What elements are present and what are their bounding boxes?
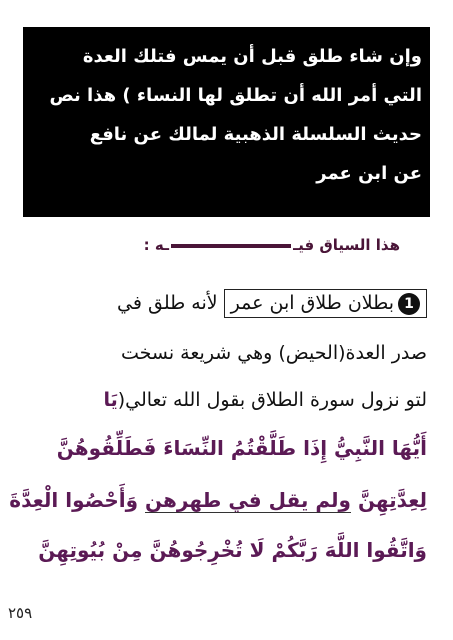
line3-plain: لتو نزول سورة الطلاق بقول الله تعالي( xyxy=(117,389,427,411)
body-line-1 xyxy=(117,289,427,318)
line3-quran-start: يَا xyxy=(103,389,118,411)
boxed-text: بطلان طلاق ابن عمر xyxy=(230,292,394,314)
body-line-3 xyxy=(103,389,427,411)
quote-line: التي أمر الله أن تطلق لها النساء ) هذا نص xyxy=(49,85,422,106)
quran-line-1: أَيُّهَا النَّبِيُّ إِذَا طَلَّقْتُمُ النِّسَاءَ فَطَلِّقُوهُنَّ xyxy=(56,436,427,460)
heading-stretch xyxy=(171,244,291,248)
number-badge: 1 xyxy=(398,293,420,315)
quran-word: لِعِدَّتِهِنَّ xyxy=(357,488,427,512)
commentary-insert: ولم يقل في طهرهن xyxy=(145,488,351,512)
quran-phrase: وَأَحْصُوا الْعِدَّةَ xyxy=(9,488,139,512)
line1-rest: لأنه طلق في xyxy=(117,292,218,314)
body-line-2: صدر العدة(الحيض) وهي شريعة نسخت xyxy=(120,342,427,364)
quote-line: وإن شاء طلق قبل أن يمس فتلك العدة xyxy=(82,46,422,67)
quran-line-3: وَاتَّقُوا اللَّهَ رَبَّكُمْ لَا تُخْرِجُوهُنَّ مِنْ بُيُوتِهِنَّ xyxy=(38,538,427,562)
quote-line: حديث السلسلة الذهبية لمالك عن نافع xyxy=(89,124,422,145)
heading-left: هذا السياق فيـ xyxy=(293,236,400,254)
quote-box xyxy=(23,27,430,217)
quran-line-2 xyxy=(9,488,427,512)
section-heading xyxy=(60,236,400,266)
boxed-phrase xyxy=(224,289,427,318)
heading-right: ـه : xyxy=(143,236,170,254)
page-number: ٢٥٩ xyxy=(8,604,33,622)
quote-line: عن ابن عمر xyxy=(316,163,422,184)
